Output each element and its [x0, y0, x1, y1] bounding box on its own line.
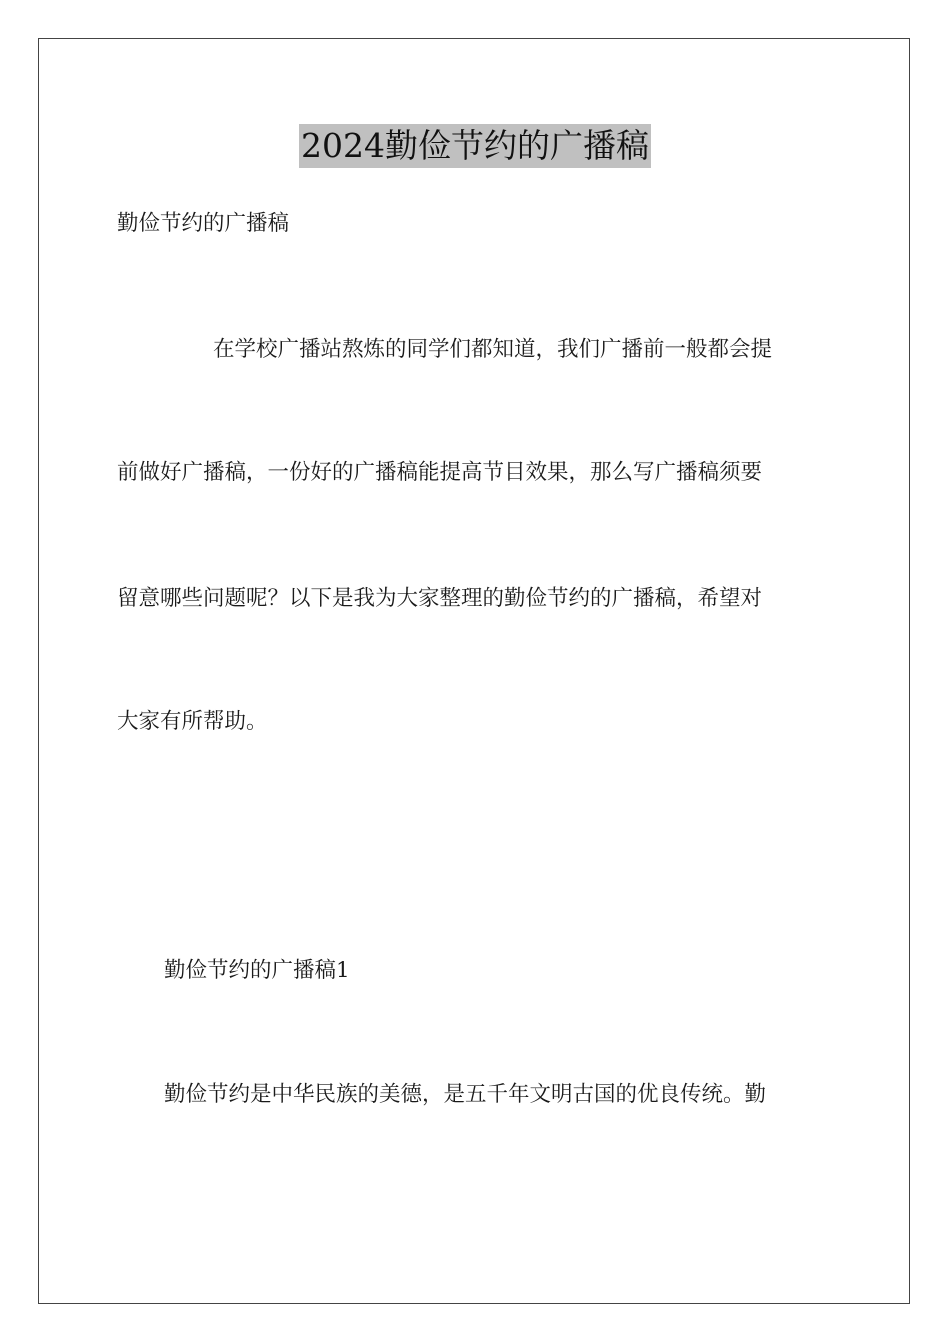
- title-container: [0, 124, 950, 168]
- intro-line-1: 在学校广播站熬炼的同学们都知道，我们广播前一般都会提: [213, 337, 773, 362]
- intro-line-2: 前做好广播稿，一份好的广播稿能提高节目效果，那么写广播稿须要: [117, 460, 763, 485]
- document-title: 2024勤俭节约的广播稿: [299, 124, 651, 168]
- section-paragraph-line-1: 勤俭节约是中华民族的美德，是五千年文明古国的优良传统。勤: [164, 1082, 767, 1107]
- document-subtitle: 勤俭节约的广播稿: [117, 211, 290, 236]
- intro-line-4: 大家有所帮助。: [117, 709, 268, 734]
- section-heading: 勤俭节约的广播稿1: [164, 958, 350, 983]
- intro-line-3: 留意哪些问题呢？以下是我为大家整理的勤俭节约的广播稿，希望对: [117, 586, 763, 611]
